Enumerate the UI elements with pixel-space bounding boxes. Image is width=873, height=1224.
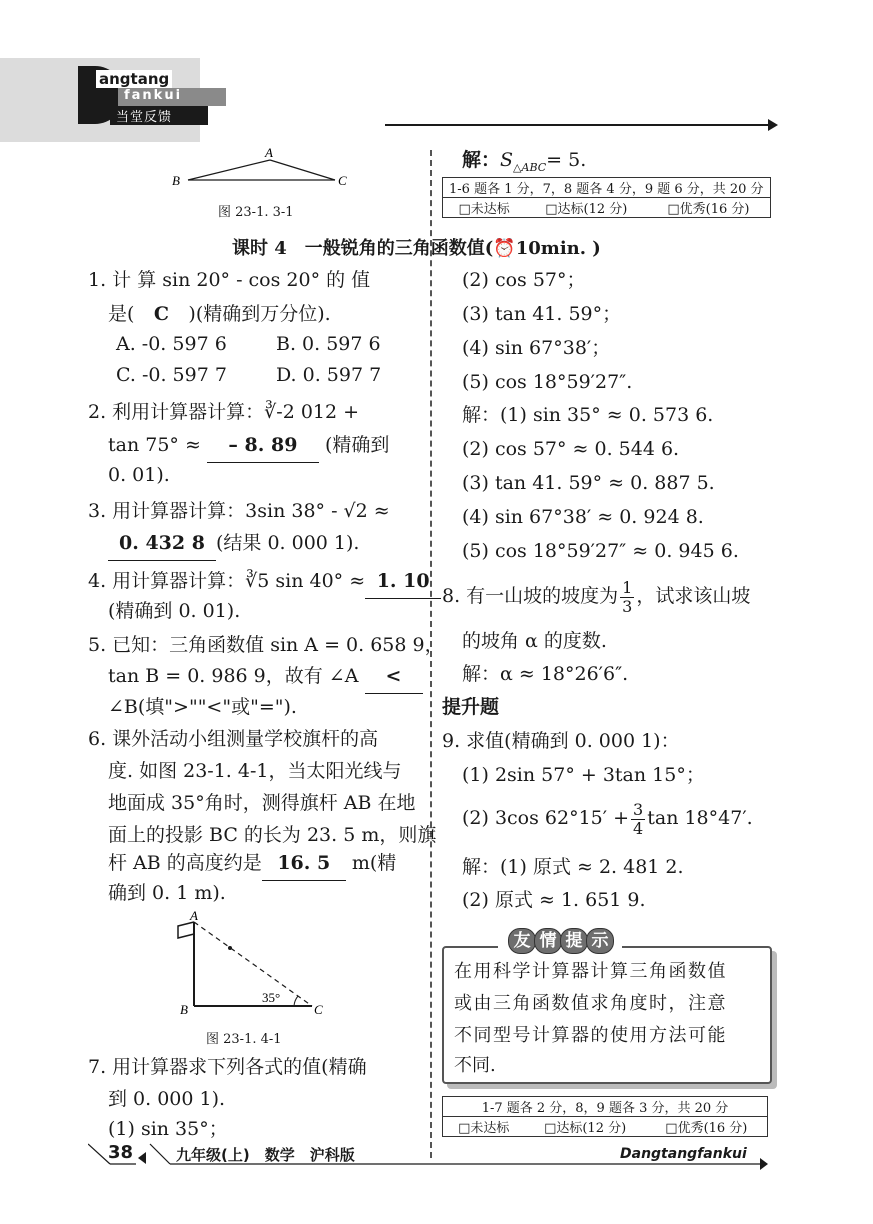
q5-line2: tan B = 0. 986 9，故有 ∠A < — [108, 659, 423, 694]
q3-line2: 0. 432 8 (结果 0. 000 1). — [108, 526, 359, 561]
header-rule — [385, 124, 770, 126]
tip-line-3: 不同型号计算器的使用方法可能 — [454, 1025, 727, 1046]
header-arrow-icon — [768, 119, 778, 131]
q6-line6: 确到 0. 1 m). — [108, 882, 226, 904]
fig1-label-b: B — [172, 173, 180, 188]
score-top-opt3[interactable]: □优秀(16 分) — [647, 198, 770, 218]
q1-option-a: A. -0. 597 6 — [116, 333, 227, 355]
q7-item-4: (4) sin 67°38′； — [462, 337, 611, 359]
score-top-opt1[interactable]: □未达标 — [443, 198, 526, 218]
prev-answer: 解：$S_{\triangle ABC}= 5$. — [462, 149, 587, 174]
q6-line4: 面上的投影 BC 的长为 23. 5 m，则旗 — [108, 824, 437, 846]
logo-text-mid: fankui — [118, 88, 226, 106]
score-table-bottom — [442, 1096, 768, 1137]
q9-answer-2: (2) 原式 ≈ 1. 651 9. — [462, 889, 646, 911]
q6-line1: 6. 课外活动小组测量学校旗杆的高 — [88, 728, 379, 750]
logo-text-top: angtang — [96, 70, 172, 88]
score-bottom-opt2[interactable]: □达标(12 分) — [525, 1117, 646, 1137]
q4-line1: 4. 用计算器计算：∛5 sin 40° ≈ 1. 10 — [88, 564, 441, 599]
fig2-label-b: B — [180, 1002, 188, 1017]
fig2-angle: 35° — [262, 990, 281, 1005]
q9-answer-1: 解：(1) 原式 ≈ 2. 481 2. — [462, 856, 684, 878]
section-heading: 提升题 — [442, 696, 500, 718]
q7-item-3: (3) tan 41. 59°； — [462, 303, 622, 325]
triangle-figure-1 — [170, 145, 360, 195]
brand-name: Dangtangfankui — [620, 1146, 747, 1162]
q9-line3: (2) 3cos 62°15′ + $\frac{3}{4}$ tan 18°47′. — [462, 799, 753, 838]
score-bottom-opt3[interactable]: □优秀(16 分) — [646, 1117, 768, 1137]
tip-title — [498, 928, 622, 956]
q1-option-c: C. -0. 597 7 — [116, 364, 227, 386]
q7-item-2: (2) cos 57°； — [462, 269, 586, 291]
q9-line2: (1) 2sin 57° + 3tan 15°； — [462, 764, 705, 786]
q1-line2: 是( C )(精确到万分位). — [108, 303, 331, 325]
tip-line-1: 在用科学计算器计算三角函数值 — [454, 961, 727, 982]
score-top-row1: 1-6 题各 1 分，7，8 题各 4 分，9 题 6 分，共 20 分 — [443, 178, 771, 198]
q9-line1: 9. 求值(精确到 0. 000 1)： — [442, 730, 680, 752]
q1-option-b: B. 0. 597 6 — [276, 333, 381, 355]
book-info: 九年级(上) 数学 沪科版 — [176, 1146, 355, 1164]
fig2-caption: 图 23-1. 4-1 — [206, 1032, 282, 1047]
q7-answer-2: (2) cos 57° ≈ 0. 544 6. — [462, 438, 680, 460]
score-table-top — [442, 177, 771, 218]
tip-line-2: 或由三角函数值求角度时，注意 — [454, 993, 727, 1014]
q7-line1: 7. 用计算器求下列各式的值(精确 — [88, 1056, 367, 1078]
q7-item-5: (5) cos 18°59′27″. — [462, 371, 633, 393]
lesson-title: 课时 4 一般锐角的三角函数值(⏰10min. ) — [232, 238, 601, 259]
tip-char-2: 情 — [534, 928, 562, 954]
fig1-label-a: A — [265, 145, 273, 160]
q7-answer-3: (3) tan 41. 59° ≈ 0. 887 5. — [462, 472, 715, 494]
q3-line1: 3. 用计算器计算：3sin 38° - √2 ≈ — [88, 500, 390, 522]
q5-line1: 5. 已知：三角函数值 sin A = 0. 658 9， — [88, 634, 444, 656]
q7-line2: 到 0. 000 1). — [108, 1088, 226, 1110]
score-top-opt2[interactable]: □达标(12 分) — [525, 198, 647, 218]
q1-line1: 1. 计 算 sin 20° - cos 20° 的 值 — [88, 269, 371, 291]
q7-answer-4: (4) sin 67°38′ ≈ 0. 924 8. — [462, 506, 704, 528]
q8-line2: 的坡角 α 的度数. — [462, 630, 607, 652]
q1-option-d: D. 0. 597 7 — [276, 364, 382, 386]
q6-line5: 杆 AB 的高度约是 16. 5 m(精 — [108, 846, 396, 881]
q7-answer-5: (5) cos 18°59′27″ ≈ 0. 945 6. — [462, 540, 739, 562]
q6-line2: 度. 如图 23-1. 4-1，当太阳光线与 — [108, 760, 402, 782]
fig2-label-a: A — [190, 908, 198, 923]
q7-line3: (1) sin 35°； — [108, 1118, 228, 1140]
tip-char-4: 示 — [586, 928, 614, 954]
q2-line3: 0. 01). — [108, 464, 170, 486]
tip-line-4: 不同. — [454, 1055, 496, 1076]
q6-line3: 地面成 35°角时，测得旗杆 AB 在地 — [108, 792, 416, 814]
flagpole-figure — [170, 908, 340, 1020]
q2-line1: 2. 利用计算器计算：∛-2 012 + — [88, 401, 360, 423]
q8-answer: 解：α ≈ 18°26′6″. — [462, 663, 629, 685]
fig1-caption: 图 23-1. 3-1 — [218, 205, 294, 220]
logo-text-bottom: 当堂反馈 — [110, 106, 208, 125]
tip-char-1: 友 — [508, 928, 536, 954]
q7-answer-1: 解：(1) sin 35° ≈ 0. 573 6. — [462, 404, 714, 426]
fig2-label-c: C — [314, 1002, 323, 1017]
fig1-label-c: C — [338, 173, 347, 188]
tip-char-3: 提 — [560, 928, 588, 954]
page-number: 38 — [108, 1142, 134, 1163]
q4-line2: (精确到 0. 01). — [108, 600, 241, 622]
q8-line1: 8. 有一山坡的坡度为 $\frac{1}{3}$ ，试求该山坡 — [442, 577, 751, 616]
score-bottom-opt1[interactable]: □未达标 — [443, 1117, 525, 1137]
q2-line2: tan 75° ≈ – 8. 89 (精确到 — [108, 428, 389, 463]
q5-line3: ∠B(填">""<"或"="). — [108, 696, 297, 718]
score-bottom-row1: 1-7 题各 2 分，8，9 题各 3 分，共 20 分 — [443, 1097, 768, 1117]
